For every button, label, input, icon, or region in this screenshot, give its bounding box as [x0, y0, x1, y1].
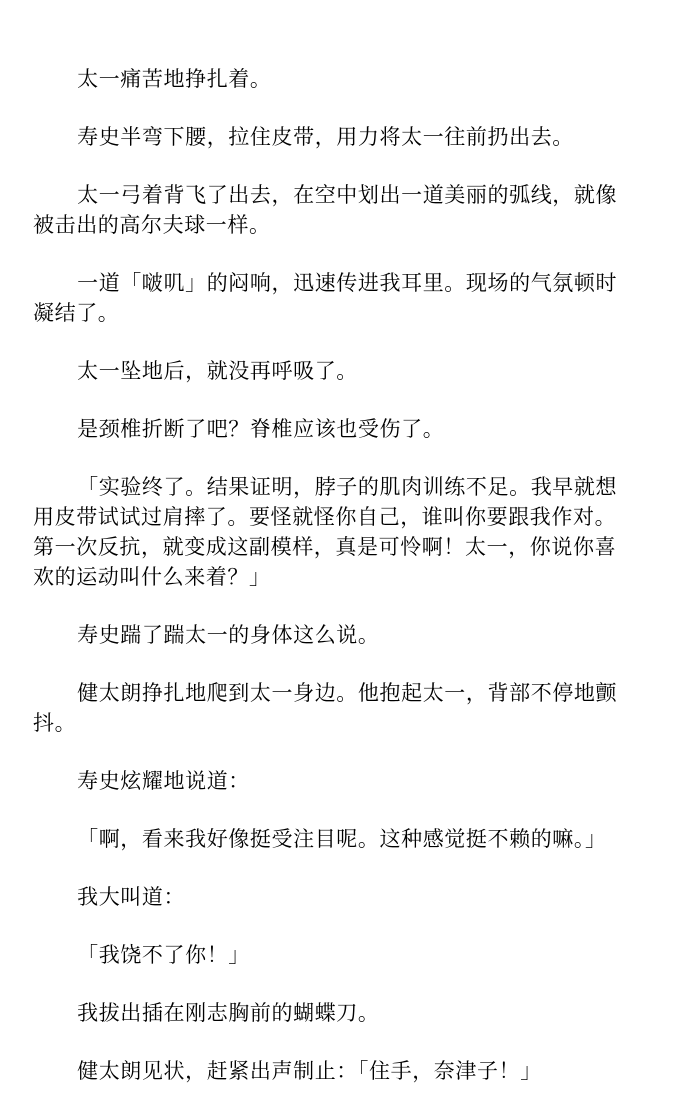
paragraph: 健太朗见状，赶紧出声制止：「住手，奈津子！」	[77, 1059, 542, 1083]
paragraph: 一道「啵叽」的闷响，迅速传进我耳里。现场的气氛顿时凝结了。	[33, 271, 618, 325]
paragraph: 「实验终了。结果证明，脖子的肌肉训练不足。我早就想用皮带试试过肩摔了。要怪就怪你自己，谁叫你要跟我作对。第一次反抗，就变成这副模样，真是可怜啊！太一，你说你喜欢的运动叫什么来着？」	[33, 475, 618, 589]
paragraph: 太一弓着背飞了出去，在空中划出一道美丽的弧线，就像被击出的高尔夫球一样。	[33, 183, 618, 237]
paragraph: 太一痛苦地挣扎着。	[77, 67, 272, 91]
paragraph: 太一坠地后，就没再呼吸了。	[77, 359, 358, 383]
paragraph: 寿史半弯下腰，拉住皮带，用力将太一往前扔出去。	[77, 125, 574, 149]
paragraph: 寿史炫耀地说道：	[77, 769, 250, 793]
paragraph: 「我饶不了你！」	[77, 943, 250, 967]
paragraph: 我拔出插在刚志胸前的蝴蝶刀。	[77, 1001, 380, 1025]
paragraph: 我大叫道：	[77, 885, 186, 909]
paragraph: 寿史踹了踹太一的身体这么说。	[77, 623, 380, 647]
document-page	[33, 64, 633, 1114]
paragraph: 「啊，看来我好像挺受注目呢。这种感觉挺不赖的嘛。」	[77, 827, 607, 851]
paragraph: 是颈椎折断了吧？脊椎应该也受伤了。	[77, 417, 445, 441]
paragraph: 健太朗挣扎地爬到太一身边。他抱起太一，背部不停地颤抖。	[33, 681, 618, 735]
